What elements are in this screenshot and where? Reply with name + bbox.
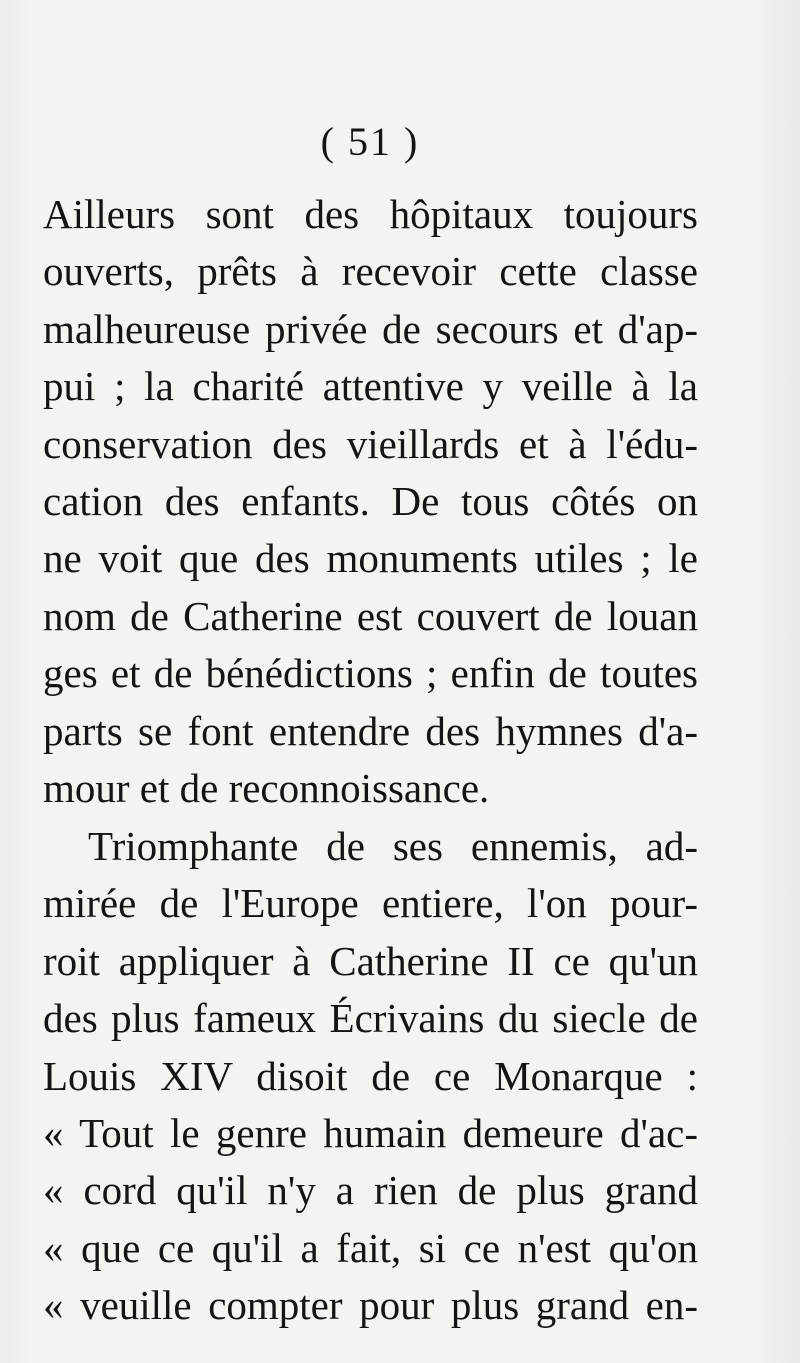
text-line: Triomphante de ses ennemis, ad- [88,823,698,869]
text-line: mirée de l'Europe entiere, l'on pour- [43,880,698,927]
paragraph-2 [43,818,698,1335]
text-line: « cord qu'il n'y a rien de plus grand [43,1167,698,1214]
text-line: cation des enfants. De tous côtés on [43,477,698,524]
text-line: ges et de bénédictions ; enfin de toutes [43,650,698,697]
text-line: ne voit que des monuments utiles ; le [43,535,698,582]
text-line: malheureuse privée de secours et d'ap- [43,305,698,352]
text-line: Ailleurs sont des hôpitaux toujours [43,191,698,237]
text-line: conservation des vieillards et à l'édu- [43,420,698,467]
text-line: nom de Catherine est couvert de louan [43,592,698,639]
text-line: mour et de reconnoissance. [43,764,490,811]
text-line: des plus fameux Écrivains du siecle de [43,995,698,1042]
page-number: ( 51 ) [320,119,420,164]
text-line: Louis XIV disoit de ce Monarque : [43,1052,698,1099]
text-line: parts se font entendre des hymnes d'a- [43,707,698,754]
text-line: « Tout le genre humain demeure d'ac- [43,1109,698,1156]
text-line: « que ce qu'il a fait, si ce n'est qu'on [43,1224,698,1271]
text-line: « veuille compter pour plus grand en- [43,1282,698,1329]
paragraph-1 [43,186,698,817]
text-line: pui ; la charité attentive y veille à la [43,363,698,410]
text-line: ouverts, prêts à recevoir cette classe [43,248,698,295]
text-line: roit appliquer à Catherine II ce qu'un [43,937,698,984]
